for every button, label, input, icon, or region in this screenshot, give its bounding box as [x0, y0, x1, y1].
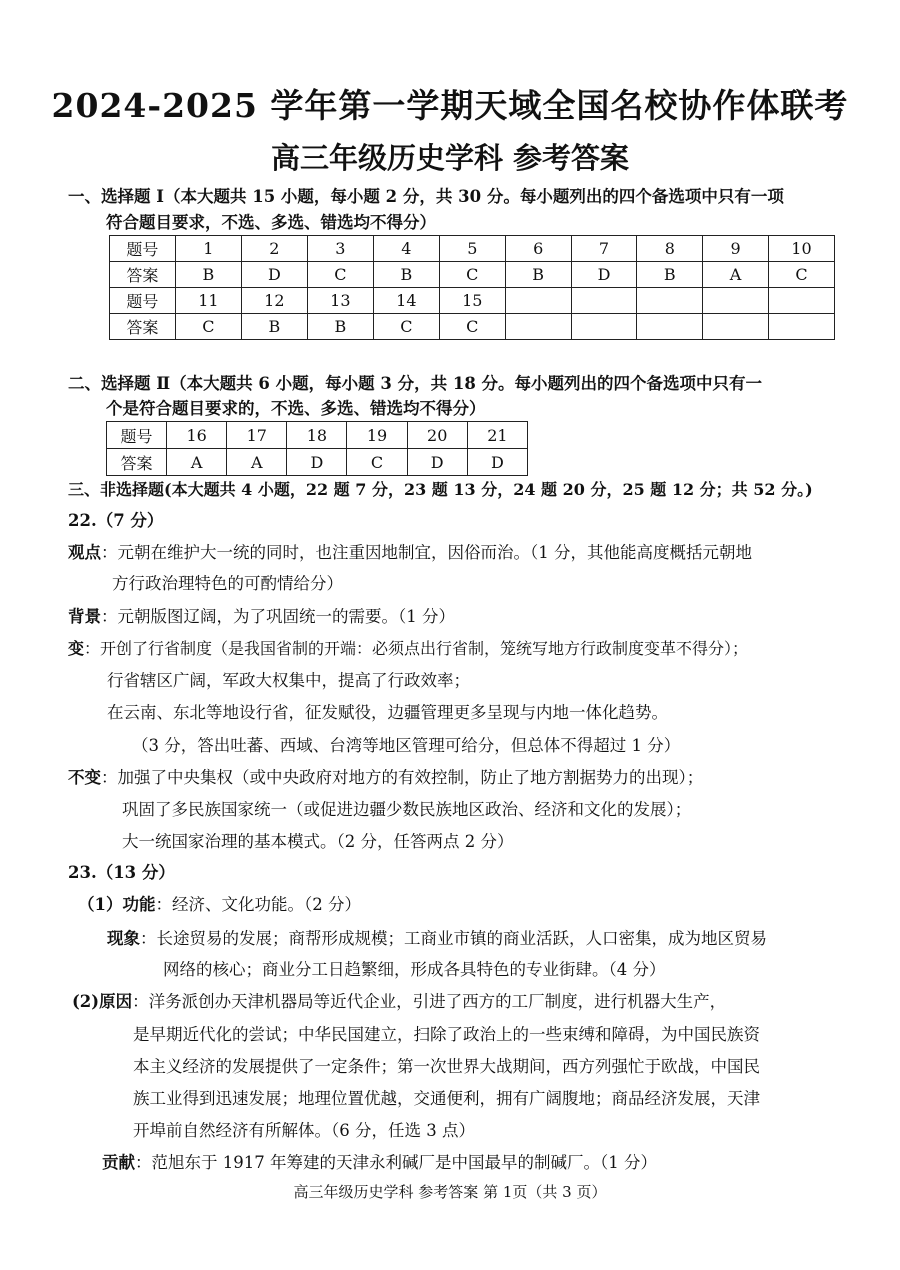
section2-answer-table: [106, 421, 528, 476]
q23-phen-label: 现象: [107, 929, 140, 948]
section1-table-cell: [768, 288, 834, 314]
q23-contrib-text: ：范旭东于 1917 年筹建的天津永利碱厂是中国最早的制碱厂。（1 分）: [135, 1153, 657, 1172]
section1-table-cell: B: [307, 314, 373, 340]
q23-phen-text-2: 网络的核心；商业分工日趋繁细，形成各具特色的专业街肆。（4 分）: [163, 960, 666, 979]
section1-table-row-header: 答案: [110, 262, 176, 288]
q23-part2-text: ：洋务派创办天津机器局等近代企业，引进了西方的工厂制度，进行机器大生产，: [132, 992, 727, 1011]
q22-view-label: 观点: [68, 543, 101, 562]
section2-table-cell: 19: [347, 422, 407, 449]
q23-part1-text: ：经济、文化功能。（2 分）: [155, 895, 361, 914]
section1-table-cell: 6: [505, 236, 571, 262]
section1-table-cell: B: [373, 262, 439, 288]
q22-change-label: 变: [68, 639, 85, 658]
section1-table-cell: [505, 314, 571, 340]
q22-nochange-text-3: 大一统国家治理的基本模式。（2 分，任答两点 2 分）: [122, 832, 514, 851]
section1-table-cell: 15: [439, 288, 505, 314]
section2-table-cell: A: [227, 449, 287, 476]
section1-table-cell: 5: [439, 236, 505, 262]
section1-table-cell: 2: [241, 236, 307, 262]
section2-table-cell: A: [167, 449, 227, 476]
section1-table-row-header: 题号: [110, 288, 176, 314]
q22-bg-text: ：元朝版图辽阔，为了巩固统一的需要。（1 分）: [101, 607, 455, 626]
q23-part2-text-4: 族工业得到迅速发展；地理位置优越，交通便利，拥有广阔腹地；商品经济发展，天津: [133, 1089, 760, 1108]
section1-table-row: [110, 236, 835, 262]
section1-table-cell: 13: [307, 288, 373, 314]
section1-table-cell: C: [439, 314, 505, 340]
q23-phenomenon: [107, 928, 767, 950]
section1-table-row-header: 答案: [110, 314, 176, 340]
document-subtitle: 高三年级历史学科 参考答案: [270, 141, 630, 175]
section2-instructions-line1: 二、选择题 Ⅱ（本大题共 6 小题，每小题 3 分，共 18 分。每小题列出的四个备选项中只有一: [68, 374, 763, 393]
section2-instructions-line2: 个是符合题目要求的，不选、多选、错选均不得分）: [106, 399, 486, 418]
section2-table-cell: 17: [227, 422, 287, 449]
section1-table-cell: [703, 314, 769, 340]
q22-change-text-4: （3 分，答出吐蕃、西域、台湾等地区管理可给分，但总体不得超过 1 分）: [132, 736, 681, 755]
q23-part2-text-5: 开埠前自然经济有所解体。（6 分，任选 3 点）: [133, 1121, 475, 1140]
section2-table-cell: 21: [467, 422, 527, 449]
q23-part2: [72, 991, 726, 1013]
q23-part1-label: （1）功能: [78, 895, 156, 914]
q22-view-text-2: 方行政治理特色的可酌情给分）: [112, 574, 343, 593]
section1-table-row: [110, 288, 835, 314]
section1-table-cell: 12: [241, 288, 307, 314]
section1-table-cell: D: [241, 262, 307, 288]
section1-table-cell: [637, 314, 703, 340]
section2-table-cell: 20: [407, 422, 467, 449]
q22-nochange-text-2: 巩固了多民族国家统一（或促进边疆少数民族地区政治、经济和文化的发展）；: [122, 800, 692, 819]
section1-table-row: [110, 314, 835, 340]
section1-table-cell: C: [439, 262, 505, 288]
q22-nochange-label: 不变: [68, 768, 101, 787]
q22-view: [68, 542, 752, 564]
section2-table-cell: D: [407, 449, 467, 476]
q22-view-text: ：元朝在维护大一统的同时，也注重因地制宜，因俗而治。（1 分，其他能高度概括元朝地: [101, 543, 752, 562]
section1-table-cell: 9: [703, 236, 769, 262]
q23-part1: [78, 894, 361, 916]
section1-table-cell: 3: [307, 236, 373, 262]
section1-table-cell: 7: [571, 236, 637, 262]
section1-table-cell: B: [175, 262, 241, 288]
q22-heading: 22.（7 分）: [68, 511, 164, 530]
section1-table-cell: B: [505, 262, 571, 288]
q22-nochange: [68, 767, 703, 789]
section1-table-cell: B: [637, 262, 703, 288]
section1-answer-table: [109, 235, 835, 340]
section1-table-cell: [505, 288, 571, 314]
section1-table-cell: [703, 288, 769, 314]
section1-table-cell: C: [768, 262, 834, 288]
section3-instructions: 三、非选择题(本大题共 4 小题，22 题 7 分，23 题 13 分，24 题 20 分，25 题 12 分；共 52 分。): [68, 480, 813, 499]
q22-change: [68, 638, 748, 660]
section1-table-cell: [637, 288, 703, 314]
q22-bg-label: 背景: [68, 607, 101, 626]
section2-table-cell: 16: [167, 422, 227, 449]
section1-table-cell: C: [373, 314, 439, 340]
section2-table-row-header: 答案: [107, 449, 167, 476]
section2-table-cell: D: [467, 449, 527, 476]
page-footer: 高三年级历史学科 参考答案 第 1页（共 3 页）: [293, 1183, 607, 1201]
q23-part2-text-2: 是早期近代化的尝试；中华民国建立，扫除了政治上的一些束缚和障碍，为中国民族资: [133, 1025, 760, 1044]
section2-table-row: [107, 422, 528, 449]
section1-table-cell: C: [175, 314, 241, 340]
section1-instructions-line2: 符合题目要求，不选、多选、错选均不得分）: [106, 213, 436, 232]
q22-background: [68, 606, 455, 628]
section1-table-cell: 8: [637, 236, 703, 262]
q22-change-text: ：开创了行省制度（是我国省制的开端：必须点出行省制，笼统写地方行政制度变革不得分）；: [84, 639, 749, 658]
section1-table-cell: [571, 288, 637, 314]
section1-table-cell: 10: [768, 236, 834, 262]
section1-table-row-header: 题号: [110, 236, 176, 262]
section1-table-cell: [571, 314, 637, 340]
q23-part2-text-3: 本主义经济的发展提供了一定条件；第一次世界大战期间，西方列强忙于欧战，中国民: [133, 1057, 760, 1076]
q22-change-text-2: 行省辖区广阔，军政大权集中，提高了行政效率；: [107, 671, 470, 690]
section1-table-cell: 1: [175, 236, 241, 262]
q23-contribution: [102, 1152, 657, 1174]
section1-table-cell: 4: [373, 236, 439, 262]
section1-table-cell: C: [307, 262, 373, 288]
section1-table-row: [110, 262, 835, 288]
q22-nochange-text: ：加强了中央集权（或中央政府对地方的有效控制，防止了地方割据势力的出现）；: [101, 768, 704, 787]
document-title: 2024-2025 学年第一学期天域全国名校协作体联考: [51, 86, 849, 125]
q23-phen-text: ：长途贸易的发展；商帮形成规模；工商业市镇的商业活跃，人口密集，成为地区贸易: [140, 929, 767, 948]
q22-change-text-3: 在云南、东北等地设行省，征发赋役，边疆管理更多呈现与内地一体化趋势。: [107, 703, 668, 722]
section1-instructions-line1: 一、选择题 I（本大题共 15 小题，每小题 2 分，共 30 分。每小题列出的四个备选项中只有一项: [68, 187, 784, 206]
section1-table-cell: B: [241, 314, 307, 340]
section1-table-cell: [768, 314, 834, 340]
q23-part2-label: (2)原因: [72, 992, 133, 1011]
q23-heading: 23.（13 分）: [68, 863, 175, 882]
section1-table-cell: 14: [373, 288, 439, 314]
q23-contrib-label: 贡献: [102, 1153, 135, 1172]
section2-table-row-header: 题号: [107, 422, 167, 449]
section2-table-cell: D: [287, 449, 347, 476]
section1-table-cell: 11: [175, 288, 241, 314]
section1-table-cell: A: [703, 262, 769, 288]
section2-table-cell: 18: [287, 422, 347, 449]
section2-table-cell: C: [347, 449, 407, 476]
section2-table-row: [107, 449, 528, 476]
section1-table-cell: D: [571, 262, 637, 288]
